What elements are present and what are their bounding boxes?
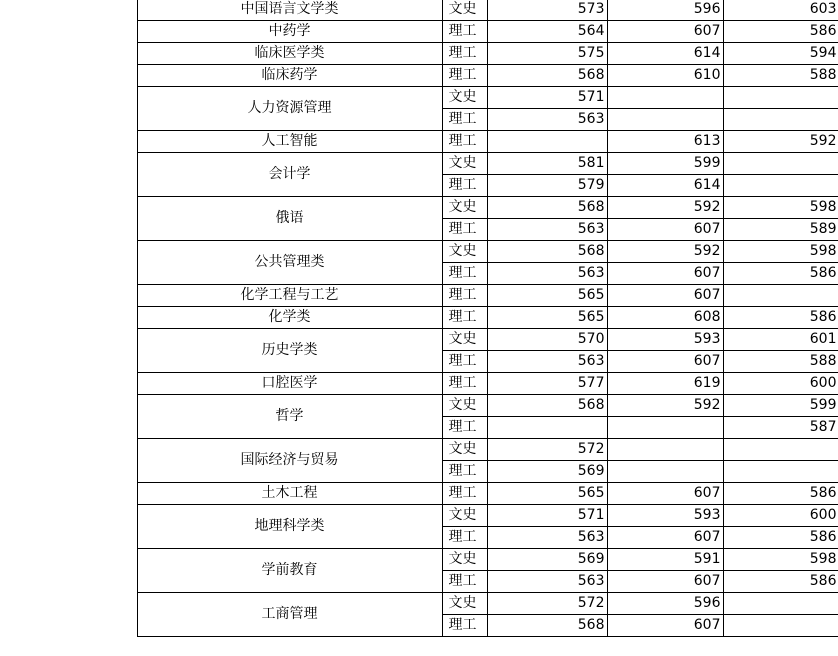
score-cell: 614 (607, 43, 723, 65)
score-cell: 592 (607, 241, 723, 263)
score-cell: 568 (487, 65, 607, 87)
score-cell: 603 (723, 0, 838, 21)
score-cell: 591 (607, 549, 723, 571)
score-cell: 600 (723, 373, 838, 395)
score-cell: 607 (607, 21, 723, 43)
major-cell: 化学工程与工艺 (137, 285, 442, 307)
score-cell: 571 (487, 505, 607, 527)
subject-type-cell: 文史 (442, 505, 487, 527)
score-cell: 586 (723, 21, 838, 43)
score-cell: 587 (723, 417, 838, 439)
score-cell: 563 (487, 527, 607, 549)
score-cell: 601 (723, 329, 838, 351)
subject-type-cell: 文史 (442, 153, 487, 175)
index-column (0, 0, 137, 637)
subject-type-cell: 理工 (442, 571, 487, 593)
score-cell: 573 (487, 0, 607, 21)
score-cell (723, 461, 838, 483)
score-cell: 589 (723, 219, 838, 241)
subject-type-cell: 理工 (442, 483, 487, 505)
score-cell: 607 (607, 571, 723, 593)
subject-type-cell: 文史 (442, 0, 487, 21)
major-cell: 地理科学类 (137, 505, 442, 549)
subject-type-cell: 理工 (442, 351, 487, 373)
score-cell (723, 87, 838, 109)
score-cell (723, 153, 838, 175)
score-cell: 600 (723, 505, 838, 527)
score-cell: 563 (487, 109, 607, 131)
major-cell: 中国语言文学类 (137, 0, 442, 21)
score-cell: 594 (723, 43, 838, 65)
subject-type-cell: 理工 (442, 65, 487, 87)
score-cell (607, 417, 723, 439)
score-cell: 598 (723, 197, 838, 219)
subject-type-cell: 理工 (442, 43, 487, 65)
score-cell (607, 461, 723, 483)
score-cell: 619 (607, 373, 723, 395)
score-cell (607, 109, 723, 131)
subject-type-cell: 理工 (442, 615, 487, 637)
score-cell (723, 285, 838, 307)
score-cell: 586 (723, 307, 838, 329)
score-cell: 575 (487, 43, 607, 65)
score-cell: 572 (487, 593, 607, 615)
score-cell: 592 (607, 395, 723, 417)
subject-type-cell: 文史 (442, 197, 487, 219)
score-cell (487, 131, 607, 153)
subject-type-cell: 文史 (442, 87, 487, 109)
major-cell: 中药学 (137, 21, 442, 43)
score-cell: 598 (723, 241, 838, 263)
major-cell: 临床医学类 (137, 43, 442, 65)
major-cell: 公共管理类 (137, 241, 442, 285)
major-cell: 哲学 (137, 395, 442, 439)
major-cell: 人工智能 (137, 131, 442, 153)
score-cell: 571 (487, 87, 607, 109)
subject-type-cell: 理工 (442, 417, 487, 439)
major-cell: 学前教育 (137, 549, 442, 593)
score-cell: 586 (723, 483, 838, 505)
subject-type-cell: 文史 (442, 593, 487, 615)
subject-type-cell: 理工 (442, 527, 487, 549)
subject-type-cell: 理工 (442, 175, 487, 197)
table-row (0, 0, 838, 21)
subject-type-cell: 文史 (442, 395, 487, 417)
subject-type-cell: 理工 (442, 373, 487, 395)
score-cell: 563 (487, 263, 607, 285)
subject-type-cell: 理工 (442, 131, 487, 153)
subject-type-cell: 文史 (442, 329, 487, 351)
major-cell: 临床药学 (137, 65, 442, 87)
score-cell: 565 (487, 483, 607, 505)
score-cell: 592 (723, 131, 838, 153)
subject-type-cell: 文史 (442, 439, 487, 461)
score-cell: 596 (607, 0, 723, 21)
score-cell: 613 (607, 131, 723, 153)
score-cell: 607 (607, 285, 723, 307)
score-cell: 608 (607, 307, 723, 329)
score-cell: 607 (607, 351, 723, 373)
major-cell: 历史学类 (137, 329, 442, 373)
score-cell: 599 (607, 153, 723, 175)
major-cell: 人力资源管理 (137, 87, 442, 131)
score-cell: 586 (723, 263, 838, 285)
score-cell: 568 (487, 241, 607, 263)
score-cell: 568 (487, 615, 607, 637)
major-cell: 工商管理 (137, 593, 442, 637)
score-cell: 569 (487, 461, 607, 483)
score-cell: 593 (607, 329, 723, 351)
major-cell: 国际经济与贸易 (137, 439, 442, 483)
subject-type-cell: 理工 (442, 461, 487, 483)
score-cell: 588 (723, 65, 838, 87)
score-cell: 581 (487, 153, 607, 175)
score-cell (607, 87, 723, 109)
score-cell: 586 (723, 527, 838, 549)
subject-type-cell: 理工 (442, 307, 487, 329)
score-cell: 577 (487, 373, 607, 395)
major-cell: 口腔医学 (137, 373, 442, 395)
score-cell (723, 439, 838, 461)
subject-type-cell: 理工 (442, 109, 487, 131)
subject-type-cell: 文史 (442, 241, 487, 263)
score-cell (607, 439, 723, 461)
major-cell: 土木工程 (137, 483, 442, 505)
major-cell: 化学类 (137, 307, 442, 329)
score-cell: 588 (723, 351, 838, 373)
score-cell: 563 (487, 351, 607, 373)
score-cell (723, 593, 838, 615)
major-cell: 俄语 (137, 197, 442, 241)
score-cell: 607 (607, 219, 723, 241)
score-cell: 564 (487, 21, 607, 43)
score-cell: 610 (607, 65, 723, 87)
score-cell (723, 615, 838, 637)
subject-type-cell: 理工 (442, 21, 487, 43)
score-cell: 598 (723, 549, 838, 571)
score-cell (487, 417, 607, 439)
subject-type-cell: 理工 (442, 285, 487, 307)
score-cell: 579 (487, 175, 607, 197)
score-cell: 572 (487, 439, 607, 461)
major-cell: 会计学 (137, 153, 442, 197)
score-cell (723, 109, 838, 131)
score-cell: 569 (487, 549, 607, 571)
score-cell: 563 (487, 219, 607, 241)
score-cell: 607 (607, 527, 723, 549)
score-cell: 596 (607, 593, 723, 615)
score-cell: 586 (723, 571, 838, 593)
score-cell: 570 (487, 329, 607, 351)
score-cell: 592 (607, 197, 723, 219)
score-cell: 565 (487, 307, 607, 329)
score-cell: 607 (607, 615, 723, 637)
score-cell: 568 (487, 395, 607, 417)
score-cell: 563 (487, 571, 607, 593)
score-cell: 614 (607, 175, 723, 197)
score-cell: 599 (723, 395, 838, 417)
subject-type-cell: 理工 (442, 219, 487, 241)
subject-type-cell: 文史 (442, 549, 487, 571)
score-cell: 607 (607, 483, 723, 505)
subject-type-cell: 理工 (442, 263, 487, 285)
score-cell: 593 (607, 505, 723, 527)
score-cell: 607 (607, 263, 723, 285)
score-cell (723, 175, 838, 197)
score-cell: 565 (487, 285, 607, 307)
score-cell: 568 (487, 197, 607, 219)
